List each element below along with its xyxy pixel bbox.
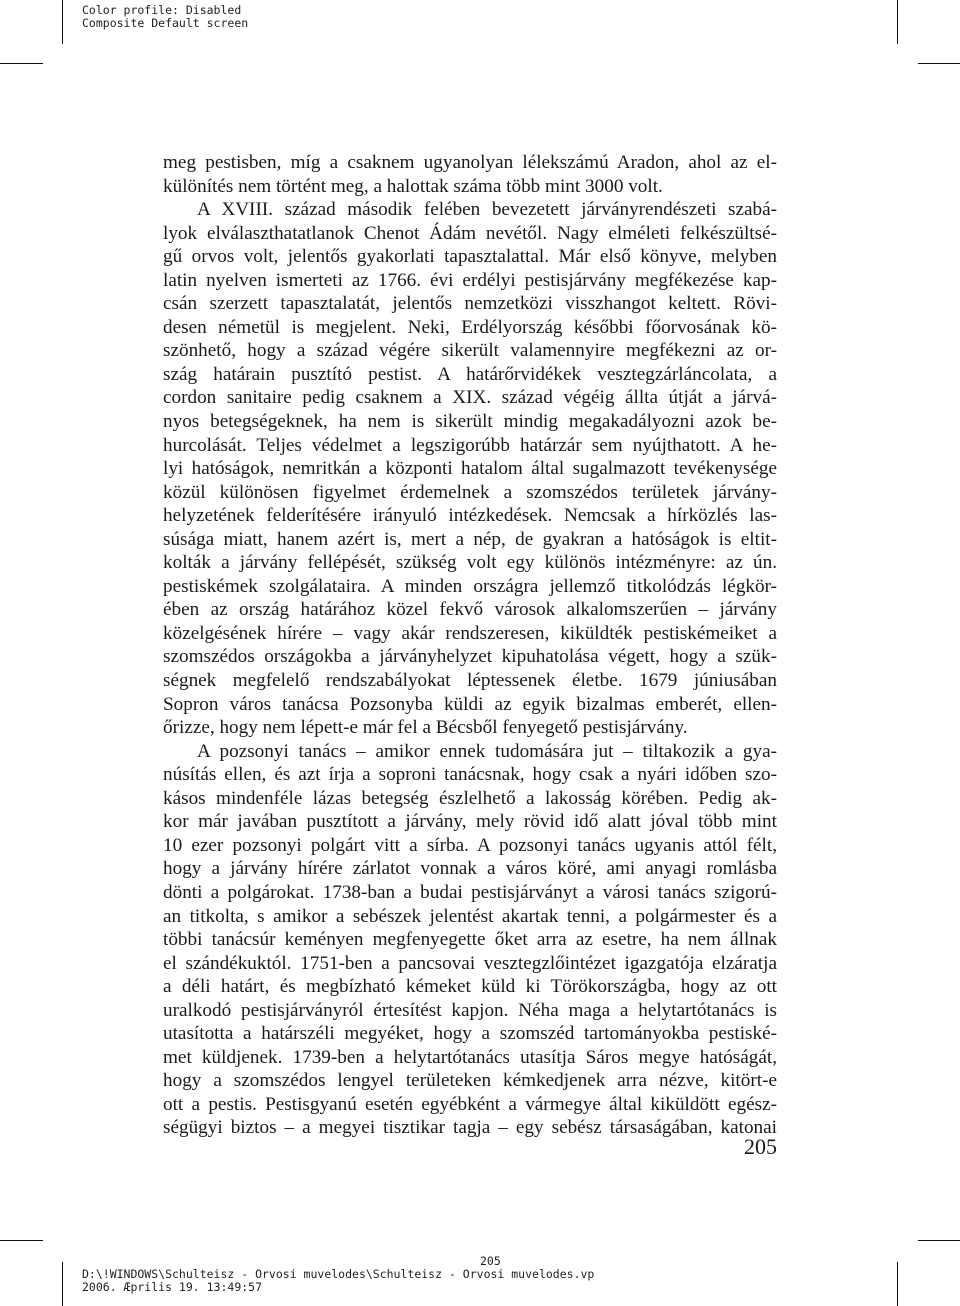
- crop-mark-top-right-vertical: [897, 0, 898, 44]
- text-line: kolták a járvány fellépését, szükség volt egy különös intézményre: az ún.: [163, 552, 777, 574]
- crop-mark-top-right-horizontal: [918, 63, 960, 64]
- text-line: gű orvos volt, jelentős gyakorlati tapasztalattal. Már első könyve, melyben: [163, 246, 777, 268]
- slug-page-number: 205: [480, 1254, 501, 1268]
- text-line: A pozsonyi tanács – amikor ennek tudomására jut – tiltakozik a gya-: [197, 740, 777, 762]
- text-line: lyok elválaszthatatlanok Chenot Ádám nevétől. Nagy elméleti felkészültsé-: [163, 222, 777, 244]
- crop-mark-bottom-right-vertical: [897, 1262, 898, 1306]
- crop-mark-top-left-horizontal: [0, 63, 43, 64]
- file-path: D:\!WINDOWS\Schulteisz - Orvosi muvelodes\Schulteisz - Orvosi muvelodes.vp: [82, 1267, 595, 1281]
- page-number: 205: [744, 1134, 777, 1159]
- text-line: cordon sanitaire pedig csaknem a XIX. század végéig állta útját a járvá-: [163, 387, 777, 409]
- text-line: ott a pestis. Pestisgyanú esetén egyébként a vármegye által kiküldött egész-: [163, 1093, 777, 1115]
- body-text: [163, 151, 777, 1140]
- text-line: A XVIII. század második felében bevezetett járványrendészeti szabá-: [197, 199, 777, 221]
- text-line: nyos betegségeknek, ha nem is sikerült mindig megakadályozni azok be-: [163, 411, 777, 433]
- text-line: uralkodó pestisjárványról értesítést kapjon. Néha maga a helytartótanács is: [163, 999, 777, 1021]
- text-line: pestiskémek szolgálataira. A minden országra jellemző titkolódzás légkör-: [163, 575, 777, 597]
- composite-line: Composite Default screen: [82, 16, 249, 30]
- text-line: csán szerzett tapasztalatát, jelentős nemzetközi visszhangot keltett. Rövi-: [163, 293, 777, 315]
- text-line: szág határain pusztító pestist. A határőrvidékek vesztegzárláncolata, a: [163, 363, 777, 385]
- text-line: ségügyi biztos – a megyei tisztikar tagja – egy sebész társaságában, katonai: [163, 1117, 777, 1139]
- text-line: ségnek megfelelő rendszabályokat léptessenek életbe. 1679 júniusában: [163, 670, 777, 692]
- text-line: közelgésének hírére – vagy akár rendszeresen, kiküldték pestiskémeiket a: [163, 622, 777, 644]
- text-line: lyi hatóságok, nemritkán a központi hatalom által sugalmazott tevékenysége: [163, 458, 777, 480]
- text-line: dönti a polgárokat. 1738-ban a budai pestisjárványt a városi tanács szigorú-: [163, 881, 777, 903]
- crop-mark-bottom-right-horizontal: [918, 1240, 960, 1241]
- text-line: hurcolását. Teljes védelmet a legszigorúbb határzár sem nyújthatott. A he-: [163, 434, 777, 456]
- text-line: núsítás ellen, és azt írja a soproni tanácsnak, hogy csak a nyári időben szo-: [163, 764, 777, 786]
- crop-mark-bottom-left-horizontal: [0, 1240, 43, 1241]
- text-line: különítés nem történt meg, a halottak száma több mint 3000 volt.: [163, 175, 663, 197]
- text-line: őrizze, hogy nem lépett-e már fel a Bécsből fenyegető pestisjárvány.: [163, 717, 688, 739]
- color-profile-line: Color profile: Disabled: [82, 3, 242, 17]
- text-line: Sopron város tanácsa Pozsonyba küldi az egyik bizalmas emberét, ellen-: [163, 693, 777, 715]
- text-line: hogy a járvány hírére zárlatot vonnak a város köré, ami anyagi romlásba: [163, 858, 777, 880]
- text-line: utasította a határszéli megyéket, hogy a szomszéd tartományokba pestiské-: [163, 1023, 777, 1045]
- text-line: kásos mindenféle lázas betegség észlelhető a lakosság körében. Pedig ak-: [163, 787, 777, 809]
- text-line: többi tanácsúr keményen megfenyegette őket arra az esetre, ha nem állnak: [163, 929, 777, 951]
- text-line: el szándékuktól. 1751-ben a pancsovai vesztegzlőintézet igazgatója elzáratja: [163, 952, 777, 974]
- text-line: 10 ezer pozsonyi polgárt vitt a sírba. A pozsonyi tanács ugyanis attól félt,: [163, 834, 777, 856]
- text-line: latin nyelven ismerteti az 1766. évi erdélyi pestisjárvány megfékezése kap-: [163, 269, 777, 291]
- text-line: hogy a szomszédos lengyel területeken kémkedjenek arra nézve, kitört-e: [163, 1070, 777, 1092]
- text-line: kor már javában pusztított a járvány, mely rövid idő alatt jóval több mint: [163, 811, 777, 833]
- text-line: desen németül is megjelent. Neki, Erdélyország későbbi főorvosának kö-: [163, 316, 777, 338]
- timestamp: 2006. Æprilis 19. 13:49:57: [82, 1280, 263, 1294]
- prepress-slug-top: [82, 4, 248, 30]
- text-line: an titkolta, s amikor a sebészek jelentést akartak tenni, a polgármester és a: [163, 905, 777, 927]
- crop-mark-top-left-vertical: [62, 0, 63, 44]
- text-line: a déli határt, és megbízható kémeket küld ki Törökországba, hogy az ott: [163, 976, 777, 998]
- crop-mark-bottom-left-vertical: [62, 1262, 63, 1306]
- text-line: met küldjenek. 1739-ben a helytartótanács utasítja Sáros megye hatóságát,: [163, 1046, 777, 1068]
- text-line: szomszédos országokba a járványhelyzet kipuhatolása végett, hogy a szük-: [163, 646, 777, 668]
- text-line: súsága miatt, hanem azért is, mert a nép, de gyakran a hatóságok is eltit-: [163, 528, 777, 550]
- text-line: szönhető, hogy a század végére sikerült valamennyire megfékezni az or-: [163, 340, 777, 362]
- text-line: ében az ország határához közel fekvő városok alkalomszerűen – járvány: [163, 599, 777, 621]
- text-line: meg pestisben, míg a csaknem ugyanolyan lélekszámú Aradon, ahol az el-: [163, 152, 777, 173]
- text-line: helyzetének felderítésére irányuló intézkedések. Nemcsak a hírközlés las-: [163, 505, 777, 527]
- paragraph: [163, 151, 777, 1140]
- prepress-slug-bottom: [82, 1255, 594, 1294]
- text-line: közül különösen figyelmet érdemelnek a szomszédos területek járvány-: [163, 481, 777, 503]
